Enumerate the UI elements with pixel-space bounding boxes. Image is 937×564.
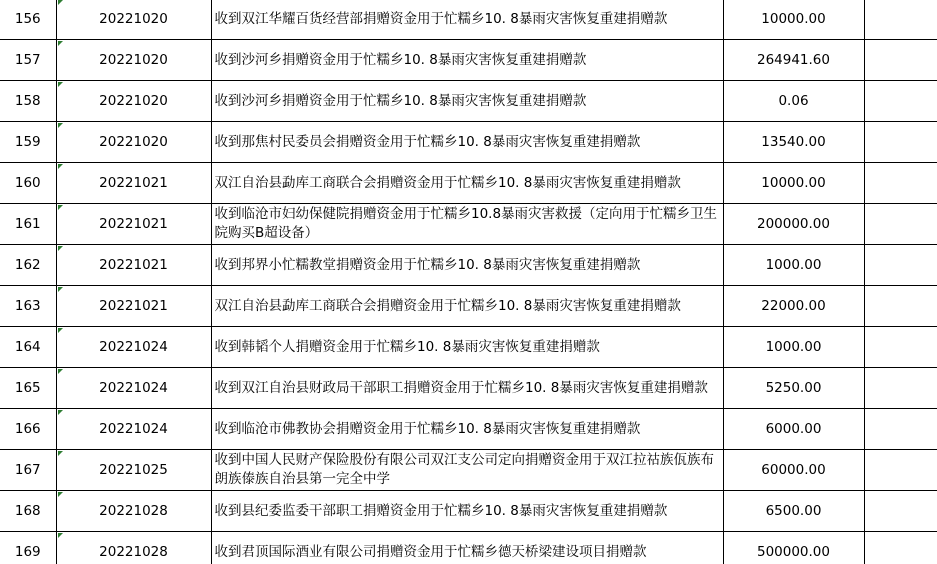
- date-cell[interactable]: 20221021: [56, 286, 211, 327]
- amount-cell[interactable]: 6500.00: [723, 491, 864, 532]
- description-cell[interactable]: 收到那焦村民委员会捐赠资金用于忙糯乡10. 8暴雨灾害恢复重建捐赠款: [211, 122, 723, 163]
- table-row: [0, 0, 937, 40]
- date-cell[interactable]: 20221024: [56, 409, 211, 450]
- amount-cell[interactable]: 5250.00: [723, 368, 864, 409]
- description-cell[interactable]: 收到邦界小忙糯教堂捐赠资金用于忙糯乡10. 8暴雨灾害恢复重建捐赠款: [211, 245, 723, 286]
- row-number-cell[interactable]: 163: [0, 286, 56, 327]
- date-cell[interactable]: 20221021: [56, 245, 211, 286]
- row-number-cell[interactable]: 167: [0, 450, 56, 491]
- date-cell[interactable]: 20221024: [56, 327, 211, 368]
- description-cell[interactable]: 收到县纪委监委干部职工捐赠资金用于忙糯乡10. 8暴雨灾害恢复重建捐赠款: [211, 491, 723, 532]
- description-cell[interactable]: 收到临沧市佛教协会捐赠资金用于忙糯乡10. 8暴雨灾害恢复重建捐赠款: [211, 409, 723, 450]
- date-cell[interactable]: 20221020: [56, 122, 211, 163]
- date-cell[interactable]: 20221020: [56, 0, 211, 40]
- amount-cell[interactable]: 1000.00: [723, 245, 864, 286]
- empty-cell[interactable]: [864, 532, 937, 564]
- description-cell[interactable]: 收到沙河乡捐赠资金用于忙糯乡10. 8暴雨灾害恢复重建捐赠款: [211, 40, 723, 81]
- amount-cell[interactable]: 6000.00: [723, 409, 864, 450]
- table-row: [0, 327, 937, 368]
- table-row: [0, 450, 937, 491]
- empty-cell[interactable]: [864, 122, 937, 163]
- amount-cell[interactable]: 10000.00: [723, 163, 864, 204]
- amount-cell[interactable]: 22000.00: [723, 286, 864, 327]
- table-row: [0, 163, 937, 204]
- description-cell[interactable]: 收到韩韬个人捐赠资金用于忙糯乡10. 8暴雨灾害恢复重建捐赠款: [211, 327, 723, 368]
- date-cell[interactable]: 20221028: [56, 491, 211, 532]
- row-number-cell[interactable]: 169: [0, 532, 56, 564]
- amount-cell[interactable]: 10000.00: [723, 0, 864, 40]
- table-row: [0, 409, 937, 450]
- empty-cell[interactable]: [864, 491, 937, 532]
- table-row: [0, 40, 937, 81]
- amount-cell[interactable]: 60000.00: [723, 450, 864, 491]
- row-number-cell[interactable]: 157: [0, 40, 56, 81]
- empty-cell[interactable]: [864, 368, 937, 409]
- date-cell[interactable]: 20221021: [56, 163, 211, 204]
- description-cell[interactable]: 收到君顶国际酒业有限公司捐赠资金用于忙糯乡德天桥梁建设项目捐赠款: [211, 532, 723, 564]
- empty-cell[interactable]: [864, 409, 937, 450]
- description-cell[interactable]: 收到临沧市妇幼保健院捐赠资金用于忙糯乡10.8暴雨灾害救援（定向用于忙糯乡卫生院购买B超设备）: [211, 204, 723, 245]
- description-cell[interactable]: 收到双江华耀百货经营部捐赠资金用于忙糯乡10. 8暴雨灾害恢复重建捐赠款: [211, 0, 723, 40]
- row-number-cell[interactable]: 160: [0, 163, 56, 204]
- empty-cell[interactable]: [864, 245, 937, 286]
- amount-cell[interactable]: 1000.00: [723, 327, 864, 368]
- amount-cell[interactable]: 500000.00: [723, 532, 864, 564]
- table-row: [0, 245, 937, 286]
- table-row: [0, 204, 937, 245]
- date-cell[interactable]: 20221025: [56, 450, 211, 491]
- description-cell[interactable]: 双江自治县勐库工商联合会捐赠资金用于忙糯乡10. 8暴雨灾害恢复重建捐赠款: [211, 286, 723, 327]
- empty-cell[interactable]: [864, 81, 937, 122]
- row-number-cell[interactable]: 161: [0, 204, 56, 245]
- row-number-cell[interactable]: 162: [0, 245, 56, 286]
- row-number-cell[interactable]: 159: [0, 122, 56, 163]
- row-number-cell[interactable]: 165: [0, 368, 56, 409]
- amount-cell[interactable]: 13540.00: [723, 122, 864, 163]
- row-number-cell[interactable]: 164: [0, 327, 56, 368]
- date-cell[interactable]: 20221024: [56, 368, 211, 409]
- table-row: [0, 81, 937, 122]
- empty-cell[interactable]: [864, 40, 937, 81]
- empty-cell[interactable]: [864, 204, 937, 245]
- description-cell[interactable]: 收到沙河乡捐赠资金用于忙糯乡10. 8暴雨灾害恢复重建捐赠款: [211, 81, 723, 122]
- row-number-cell[interactable]: 156: [0, 0, 56, 40]
- table-row: [0, 368, 937, 409]
- date-cell[interactable]: 20221020: [56, 81, 211, 122]
- description-cell[interactable]: 双江自治县勐库工商联合会捐赠资金用于忙糯乡10. 8暴雨灾害恢复重建捐赠款: [211, 163, 723, 204]
- empty-cell[interactable]: [864, 450, 937, 491]
- date-cell[interactable]: 20221020: [56, 40, 211, 81]
- date-cell[interactable]: 20221028: [56, 532, 211, 564]
- amount-cell[interactable]: 200000.00: [723, 204, 864, 245]
- empty-cell[interactable]: [864, 286, 937, 327]
- date-cell[interactable]: 20221021: [56, 204, 211, 245]
- amount-cell[interactable]: 0.06: [723, 81, 864, 122]
- empty-cell[interactable]: [864, 163, 937, 204]
- table-row: [0, 532, 937, 564]
- description-cell[interactable]: 收到中国人民财产保险股份有限公司双江支公司定向捐赠资金用于双江拉祜族佤族布朗族傣族自治县第一完全中学: [211, 450, 723, 491]
- table-row: [0, 286, 937, 327]
- row-number-cell[interactable]: 168: [0, 491, 56, 532]
- row-number-cell[interactable]: 166: [0, 409, 56, 450]
- row-number-cell[interactable]: 158: [0, 81, 56, 122]
- amount-cell[interactable]: 264941.60: [723, 40, 864, 81]
- description-cell[interactable]: 收到双江自治县财政局干部职工捐赠资金用于忙糯乡10. 8暴雨灾害恢复重建捐赠款: [211, 368, 723, 409]
- table-row: [0, 491, 937, 532]
- table-row: [0, 122, 937, 163]
- empty-cell[interactable]: [864, 0, 937, 40]
- empty-cell[interactable]: [864, 327, 937, 368]
